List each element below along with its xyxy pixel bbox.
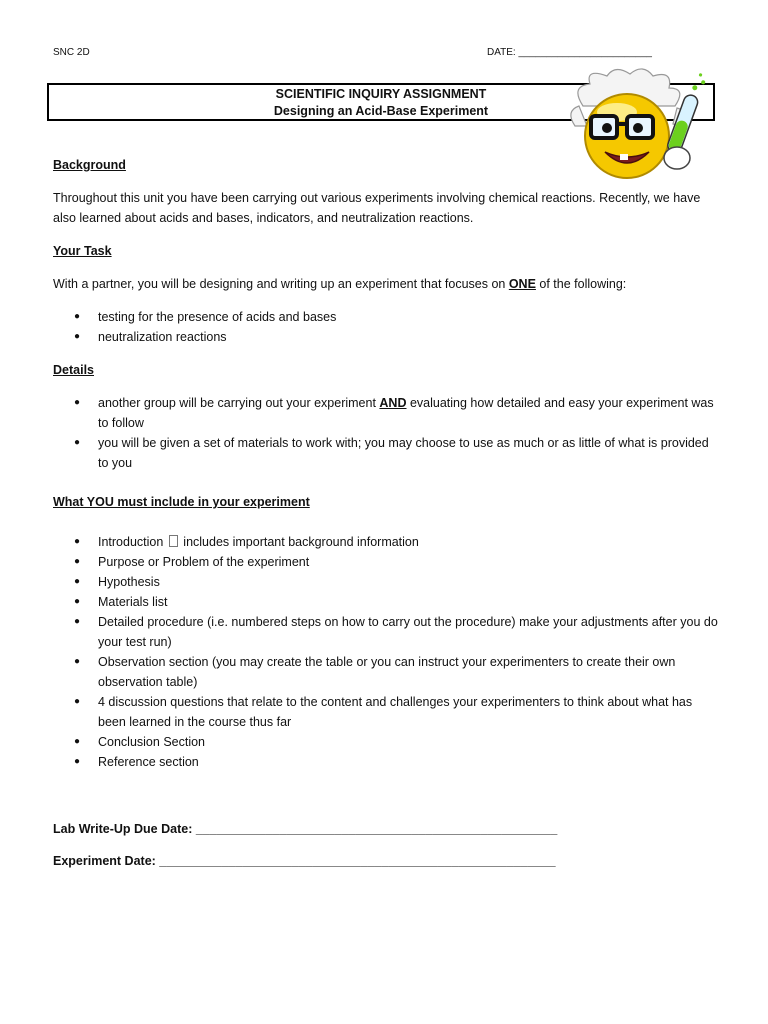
task-text-after: of the following:: [535, 277, 627, 291]
details-item1-after: evaluating how detailed and easy your experiment was to follow: [98, 396, 714, 430]
assignment-subtitle: Designing an Acid-Base Experiment: [273, 104, 489, 118]
include-heading: What YOU must include in your experiment: [53, 495, 310, 509]
list-item: ● Reference section: [53, 752, 718, 772]
intro-text: includes important background information: [179, 535, 419, 549]
background-heading: Background: [53, 158, 126, 172]
date-field: DATE: ________________________: [487, 47, 652, 58]
list-item: [53, 393, 718, 433]
task-heading: Your Task: [53, 244, 112, 258]
task-text-before: With a partner, you will be designing and writing up an experiment that focuses on: [53, 277, 509, 291]
lab-due-date-line: Lab Write-Up Due Date: ____________________________________________________: [53, 822, 558, 836]
list-item: ● neutralization reactions: [53, 327, 718, 347]
intro-label: Introduction: [98, 535, 164, 549]
details-list: [53, 393, 718, 473]
details-heading: Details: [53, 363, 94, 377]
list-item: ● Purpose or Problem of the experiment: [53, 552, 718, 572]
list-item: ● testing for the presence of acids and bases: [53, 307, 718, 327]
task-text: [53, 274, 718, 294]
list-item: ● Observation section (you may create the table or you can instruct your experimenters to create their own observation table): [53, 652, 718, 692]
missing-glyph-icon: [169, 535, 178, 547]
list-item: ● 4 discussion questions that relate to the content and challenges your experimenters to think about what has been learned in the course thus far: [53, 692, 718, 732]
document-body: [53, 155, 718, 871]
experiment-date-line: Experiment Date: _________________________________________________________: [53, 854, 556, 868]
and-emphasis: AND: [379, 396, 407, 410]
details-item1-before: another group will be carrying out your experiment: [98, 396, 380, 410]
task-options-list: [53, 307, 718, 347]
include-list: [53, 532, 718, 772]
list-item: ● Conclusion Section: [53, 732, 718, 752]
list-item: [53, 532, 718, 552]
course-code: SNC 2D: [53, 47, 90, 58]
background-text: Throughout this unit you have been carrying out various experiments involving chemical reactions. Recently, we have also learned about acids and bases, indicators, and neutralization reactions.: [53, 191, 701, 225]
one-emphasis: ONE: [508, 277, 536, 291]
list-item: ● Hypothesis: [53, 572, 718, 592]
assignment-title: SCIENTIFIC INQUIRY ASSIGNMENT: [275, 87, 487, 101]
list-item: ● Detailed procedure (i.e. numbered steps on how to carry out the procedure) make your adjustments after you do your test run): [53, 612, 718, 652]
list-item: ● Materials list: [53, 592, 718, 612]
list-item: ● you will be given a set of materials to work with; you may choose to use as much or as little of what is provided to you: [53, 433, 718, 473]
